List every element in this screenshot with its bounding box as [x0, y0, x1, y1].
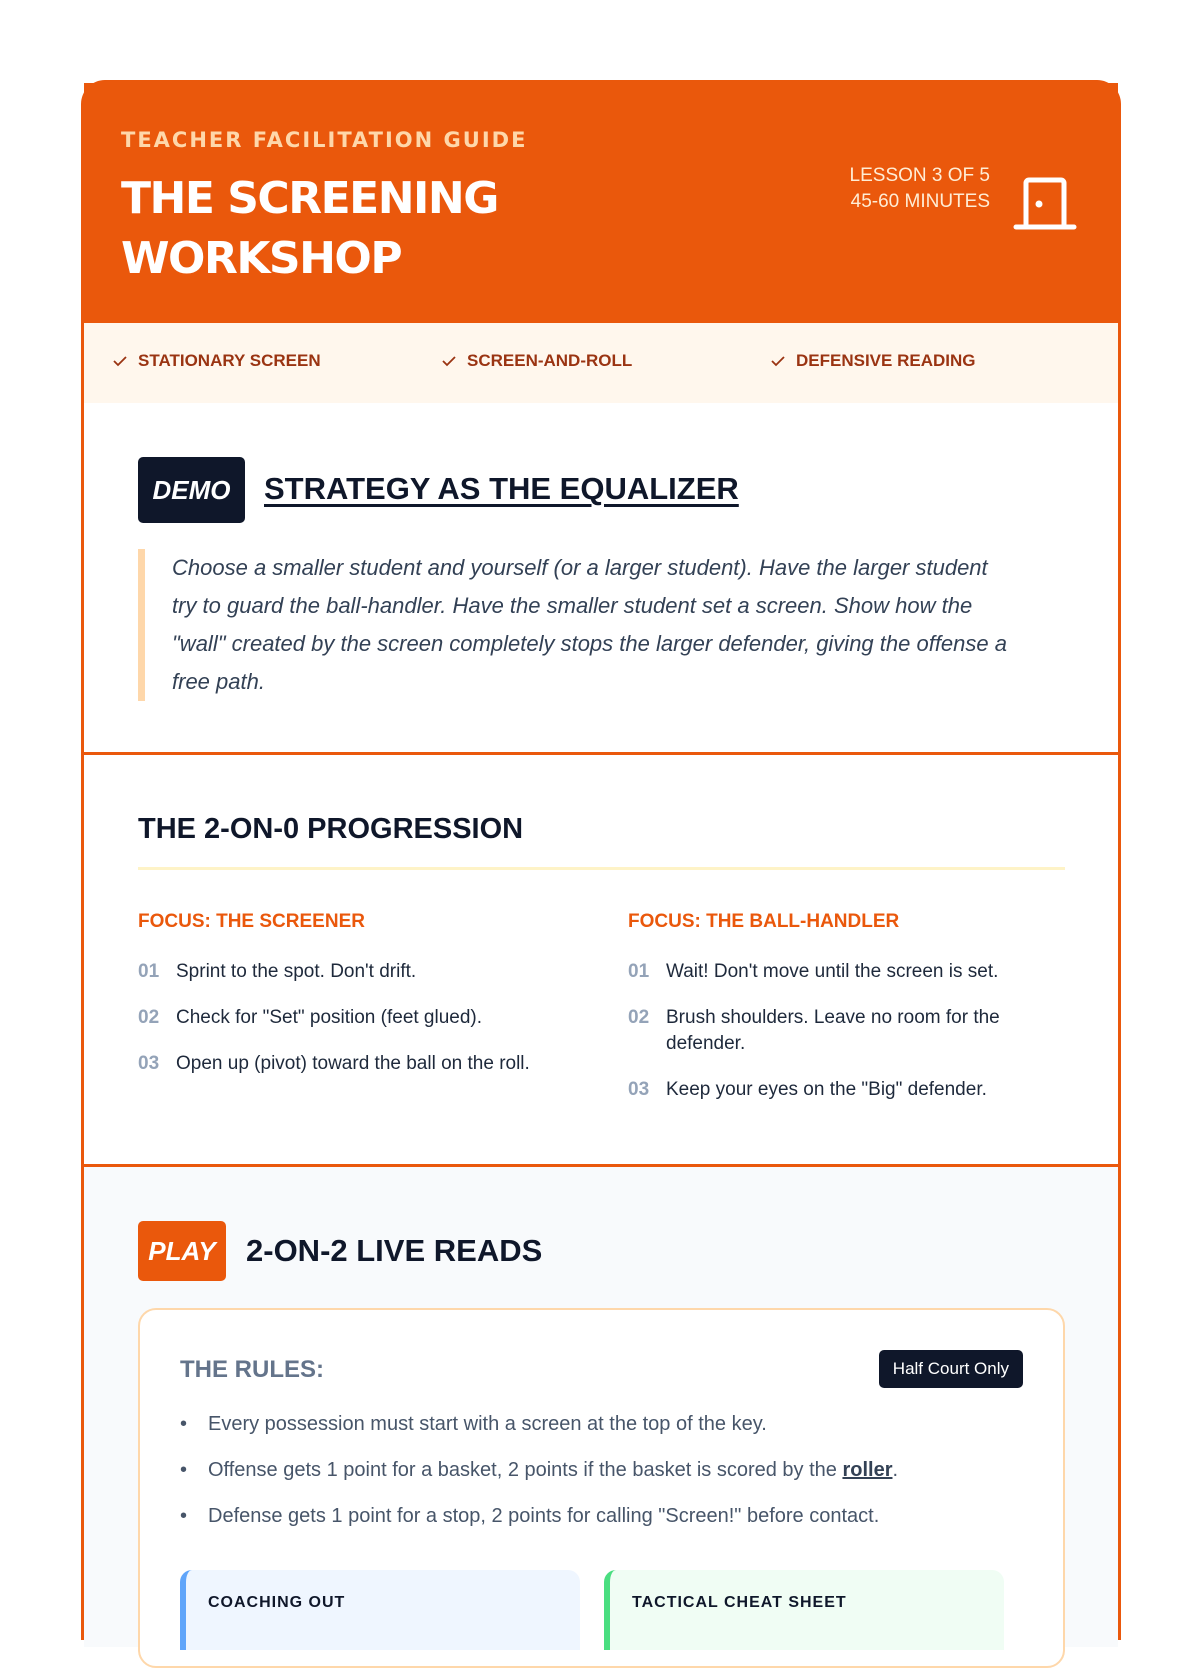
bullet-icon: • — [180, 1413, 188, 1435]
demo-badge: DEMO — [138, 457, 245, 523]
step-item — [138, 1051, 558, 1077]
objective-label: SCREEN-AND-ROLL — [467, 351, 633, 370]
cheat-sheet-card-label: TACTICAL CHEAT SHEET — [632, 1594, 847, 1611]
step-item — [138, 959, 558, 985]
step-number: 03 — [628, 1079, 650, 1100]
step-number: 03 — [138, 1053, 160, 1074]
screener-column — [138, 911, 558, 1097]
lesson-meta — [800, 163, 990, 215]
progression-title: THE 2-ON-0 PROGRESSION — [138, 813, 524, 845]
coaching-card-label: COACHING OUT — [208, 1594, 346, 1611]
objective-item — [112, 351, 321, 371]
objective-label: DEFENSIVE READING — [796, 351, 976, 370]
rules-heading: THE RULES: — [180, 1356, 324, 1383]
check-icon — [441, 353, 457, 369]
ball-handler-column — [628, 911, 1058, 1123]
objective-label: STATIONARY SCREEN — [138, 351, 321, 370]
objectives-strip — [84, 323, 1118, 403]
court-tag: Half Court Only — [879, 1350, 1023, 1388]
guide-header — [84, 83, 1118, 323]
lesson-number: LESSON 3 OF 5 — [849, 165, 990, 186]
objective-item — [770, 351, 975, 371]
guide-eyebrow: TEACHER FACILITATION GUIDE — [121, 128, 528, 152]
rule-text-start: Offense gets 1 point for a basket, 2 points if the basket is scored by the — [208, 1459, 843, 1481]
step-item — [628, 1077, 1058, 1103]
demo-title: STRATEGY AS THE EQUALIZER — [264, 471, 739, 506]
step-text: Keep your eyes on the "Big" defender. — [666, 1079, 987, 1100]
demo-instructions: Choose a smaller student and yourself (or a larger student). Have the larger student try to guard the ball-handler. Have the smaller student set a screen. Show how the "wall" created by the screen completely stops the larger defender, giving the offense a free path. — [138, 549, 1018, 701]
rule-text: Defense gets 1 point for a stop, 2 points for calling "Screen!" before contact. — [208, 1505, 880, 1527]
play-title: 2-ON-2 LIVE READS — [246, 1233, 543, 1268]
rule-item — [180, 1502, 1020, 1530]
coaching-card — [180, 1570, 580, 1650]
guide-card — [81, 80, 1121, 1640]
rules-list — [180, 1410, 1020, 1548]
step-text: Brush shoulders. Leave no room for the defender. — [666, 1007, 1000, 1054]
door-icon — [1012, 175, 1078, 231]
play-badge: PLAY — [138, 1221, 226, 1281]
step-number: 02 — [628, 1007, 650, 1028]
check-icon — [112, 353, 128, 369]
step-item — [138, 1005, 558, 1031]
play-section — [84, 1167, 1118, 1647]
rule-item — [180, 1456, 1020, 1484]
objective-item — [441, 351, 632, 371]
rule-emphasis: roller — [842, 1459, 893, 1481]
demo-section — [84, 403, 1118, 755]
step-text: Check for "Set" position (feet glued). — [176, 1007, 483, 1028]
lesson-duration: 45-60 MINUTES — [850, 191, 990, 212]
rule-text-end: . — [892, 1459, 899, 1481]
check-icon — [770, 353, 786, 369]
step-text: Open up (pivot) toward the ball on the roll. — [176, 1053, 530, 1074]
step-item — [628, 1005, 1058, 1057]
cheat-sheet-card — [604, 1570, 1004, 1650]
step-number: 01 — [628, 961, 650, 982]
rule-text — [208, 1456, 898, 1484]
progression-section — [84, 755, 1118, 1167]
column-heading: FOCUS: THE SCREENER — [138, 911, 365, 932]
step-item — [628, 959, 1058, 985]
bullet-icon: • — [180, 1459, 188, 1481]
bullet-icon: • — [180, 1505, 188, 1527]
rule-item — [180, 1410, 1020, 1438]
step-number: 01 — [138, 961, 160, 982]
guide-title: THE SCREENING WORKSHOP — [121, 173, 498, 284]
column-heading: FOCUS: THE BALL-HANDLER — [628, 911, 900, 932]
step-text: Wait! Don't move until the screen is set. — [666, 961, 999, 982]
rules-box — [138, 1308, 1065, 1668]
step-text: Sprint to the spot. Don't drift. — [176, 961, 417, 982]
rule-text: Every possession must start with a screen at the top of the key. — [208, 1413, 767, 1435]
section-divider — [138, 867, 1065, 870]
step-number: 02 — [138, 1007, 160, 1028]
